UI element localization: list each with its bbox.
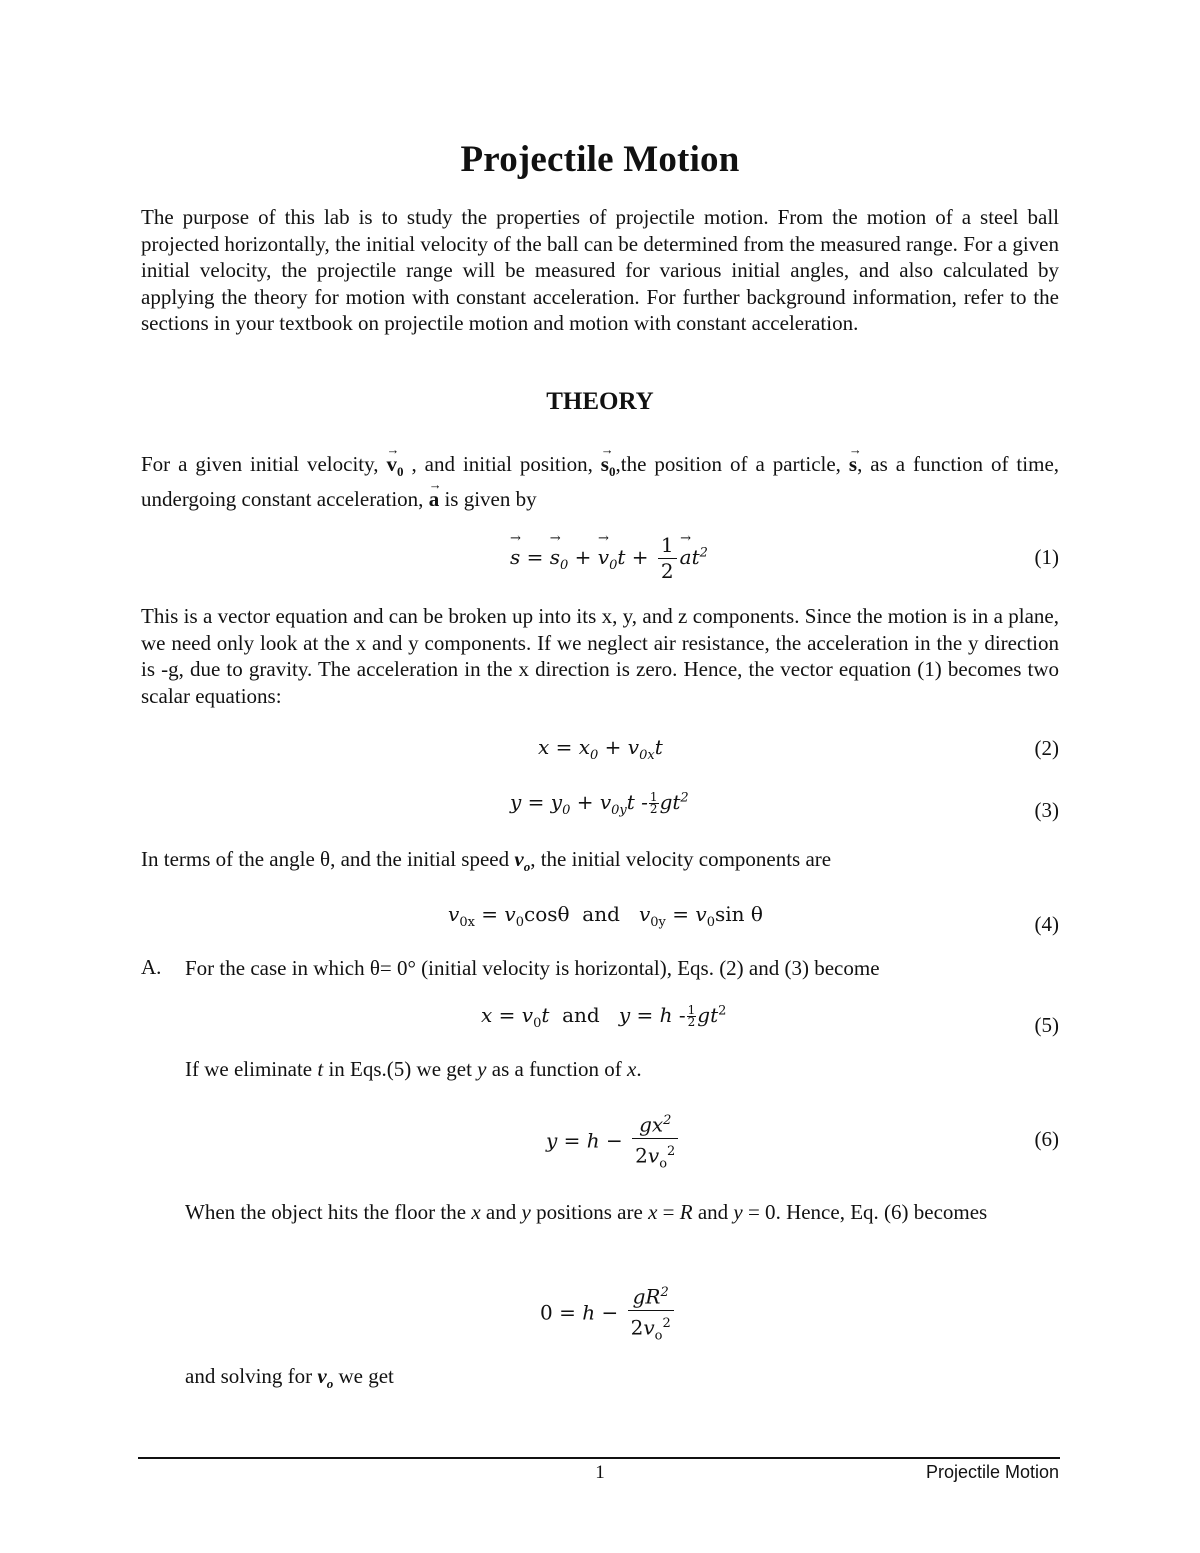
theory-paragraph-1 (141, 451, 1059, 512)
equation-3-number: (3) (1034, 798, 1059, 822)
hit-c: positions are (536, 1200, 643, 1224)
theory-heading: THEORY (546, 388, 654, 415)
equation-6-number: (6) (1034, 1127, 1059, 1151)
theory-paragraph-3 (141, 846, 1059, 881)
footer-rule (138, 1457, 1060, 1459)
solving-paragraph: and solving for $v_o$ we get (185, 1364, 394, 1392)
hit-b: and (485, 1200, 517, 1224)
symbol-v0: → $v_0$ (386, 452, 403, 476)
elim-b: in Eqs.(5) we get (328, 1057, 472, 1081)
theory-p1-a: For a given initial velocity, (141, 452, 379, 476)
eliminate-paragraph: If we eliminate t in Eqs.(5) we get y as a function of x. (185, 1057, 642, 1081)
equation-5-number: (5) (1034, 1013, 1059, 1037)
theory-p1-c: ,the position of a particle, (615, 452, 841, 476)
theory-p1-e: is given by (444, 486, 537, 511)
theory-paragraph-2: This is a vector equation and can be broken up into its x, y, and z components. Since the motion is in a plane, we need only look at the x and y components. If we neglect air resistance, the acceleration in the y direction is -g, due to gravity. The acceleration in the x direction is zero. Hence, the vector equation (1) becomes two scalar equations: (141, 604, 1059, 708)
equation-6: y = h − $\frac{gx^2}{2v_o^2}$ (546, 1108, 681, 1176)
theory-p3-b: , the initial velocity components are (530, 847, 832, 871)
symbol-vo: $v_o$ (514, 847, 531, 875)
equation-1-number: (1) (1034, 545, 1059, 569)
footer-page-number: 1 (595, 1462, 605, 1483)
case-a-marker: A. (141, 955, 162, 979)
equation-1: → s = → $s_0$ + → $v_0t$ + $\frac{1}{2}$ → $at^2$ (510, 533, 708, 584)
hit-d: and (697, 1200, 729, 1224)
equation-3: $y = y_0 + v_{0y}t$ - $\frac{1}{2}$ $gt^2$ (510, 790, 689, 818)
solve-b: we get (338, 1364, 394, 1388)
symbol-s: → s (849, 452, 857, 476)
symbol-s0: → $s_0$ (601, 452, 616, 476)
page-title: Projectile Motion (460, 139, 740, 180)
symbol-a: → a (429, 487, 440, 511)
footer-running-title: Projectile Motion (925, 1462, 1059, 1482)
equation-4: $v_{0x} = v_0\cos\theta$ and $v_{0y} = v_0\sin$ θ (448, 902, 763, 930)
theory-p1-d: , as a function of time, undergoing constant acceleration, (141, 452, 1060, 511)
equation-2-number: (2) (1034, 736, 1059, 760)
equation-5-and: and (562, 1003, 600, 1027)
equation-4-number: (4) (1034, 912, 1059, 936)
elim-c: as a function of (491, 1057, 622, 1081)
theory-p3-a: In terms of the angle θ, and the initial speed (141, 847, 510, 871)
equation-5: $x = v_0t$ and y = h - $\frac{1}{2}$ $gt^2$ (481, 1003, 727, 1031)
hit-a: When the object hits the floor the (185, 1200, 467, 1224)
equation-floor: 0 = h − $\frac{gR^2}{2v_o^2}$ (540, 1280, 677, 1348)
hit-e: . Hence, Eq. (6) becomes (775, 1200, 988, 1224)
intro-paragraph: The purpose of this lab is to study the properties of projectile motion. From the motion of a steel ball projected horizontally, the initial velocity of the ball can be determined from the measured range. For a given initial velocity, the projectile range will be measured for various initial angles, and also calculated by applying the theory for motion with constant acceleration. For further background information, refer to the sections in your textbook on projectile motion and motion with constant acceleration. (141, 205, 1059, 336)
case-a-text: For the case in which θ= 0° (initial velocity is horizontal), Eqs. (2) and (3) become (185, 956, 880, 980)
equation-4-and: and (582, 902, 620, 926)
solve-a: and solving for (185, 1364, 313, 1388)
hits-floor-paragraph: When the object hits the floor the x and y positions are x = R and y = 0. Hence, Eq. (6) becomes (185, 1200, 988, 1224)
elim-a: If we eliminate (185, 1057, 313, 1081)
theory-p1-b: , and initial position, (411, 452, 593, 476)
equation-2: $x = x_0 + v_{0x}t$ (538, 735, 663, 763)
